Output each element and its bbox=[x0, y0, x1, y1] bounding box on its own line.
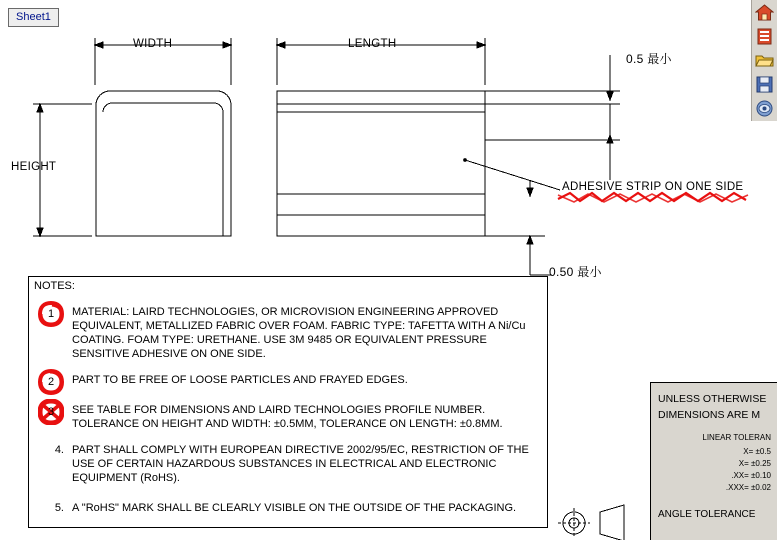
revision-balloon-1 bbox=[38, 301, 64, 327]
tolerance-value: X= ±0.5 bbox=[743, 447, 771, 456]
top-clearance-label: 0.5 最小 bbox=[626, 52, 672, 66]
height-dimension-label: HEIGHT bbox=[11, 161, 57, 173]
notes-title: NOTES: bbox=[34, 280, 75, 292]
revision-balloon-2 bbox=[38, 369, 64, 395]
angle-tolerance-label: ANGLE TOLERANCE bbox=[658, 509, 756, 520]
note-number: 5. bbox=[54, 502, 64, 514]
note-text: MATERIAL: LAIRD TECHNOLOGIES, OR MICROVISION ENGINEERING APPROVED EQUIVALENT, METALLIZED FABRIC OVER FOAM. FABRIC TYPE: TAFETTA WITH A Ni/Cu COATING. FOAM TYPE: URETHANE. USE 3M 9485 OR EQUIVALENT PRESSURE SENSITIVE ADHESIVE ON ONE SIDE. bbox=[72, 306, 526, 360]
length-dimension-label: LENGTH bbox=[348, 38, 397, 50]
tolerance-value: .XX= ±0.10 bbox=[731, 471, 771, 480]
note-text: A "RoHS" MARK SHALL BE CLEARLY VISIBLE ON THE OUTSIDE OF THE PACKAGING. bbox=[72, 502, 517, 514]
title-block bbox=[650, 382, 777, 540]
title-block-line1: UNLESS OTHERWISE bbox=[658, 393, 767, 405]
note-item bbox=[34, 373, 542, 387]
sheet-tab-sheet1[interactable]: Sheet1 bbox=[8, 8, 59, 27]
print-preview-icon[interactable] bbox=[753, 97, 776, 120]
revision-balloon-3 bbox=[38, 399, 64, 425]
revision-balloon-number: 3 bbox=[47, 406, 55, 418]
home-icon[interactable] bbox=[753, 1, 776, 24]
width-dimension-label: WIDTH bbox=[133, 38, 173, 50]
note-text: PART TO BE FREE OF LOOSE PARTICLES AND FRAYED EDGES. bbox=[72, 374, 408, 386]
note-item bbox=[34, 403, 542, 431]
tolerance-value: .XXX= ±0.02 bbox=[725, 483, 771, 492]
linear-tolerance-header: LINEAR TOLERAN bbox=[702, 433, 771, 442]
note-item bbox=[34, 305, 542, 361]
bottom-clearance-label: 0.50 最小 bbox=[549, 265, 602, 279]
note-text: PART SHALL COMPLY WITH EUROPEAN DIRECTIVE 2002/95/EC, RESTRICTION OF THE USE OF CERTAIN HAZARDOUS SUBSTANCES IN ELECTRICAL AND ELECTRONIC EQUIPMENT (RoHS). bbox=[72, 444, 529, 484]
notes-panel bbox=[28, 276, 548, 528]
tolerance-value: X= ±0.25 bbox=[738, 459, 771, 468]
save-icon[interactable] bbox=[753, 73, 776, 96]
adhesive-strip-callout: ADHESIVE STRIP ON ONE SIDE bbox=[562, 181, 744, 193]
open-folder-icon[interactable] bbox=[753, 49, 776, 72]
note-item bbox=[34, 501, 542, 515]
note-number: 4. bbox=[54, 444, 64, 456]
title-block-line2: DIMENSIONS ARE M bbox=[658, 409, 761, 421]
note-text: SEE TABLE FOR DIMENSIONS AND LAIRD TECHNOLOGIES PROFILE NUMBER. TOLERANCE ON HEIGHT AND WIDTH: ±0.5MM, TOLERANCE ON LENGTH: ±0.8MM. bbox=[72, 404, 503, 430]
note-item bbox=[34, 443, 542, 485]
new-document-icon[interactable] bbox=[753, 25, 776, 48]
revision-balloon-number: 2 bbox=[47, 376, 55, 388]
revision-balloon-number: 1 bbox=[47, 308, 55, 320]
right-toolbar[interactable] bbox=[751, 0, 777, 121]
